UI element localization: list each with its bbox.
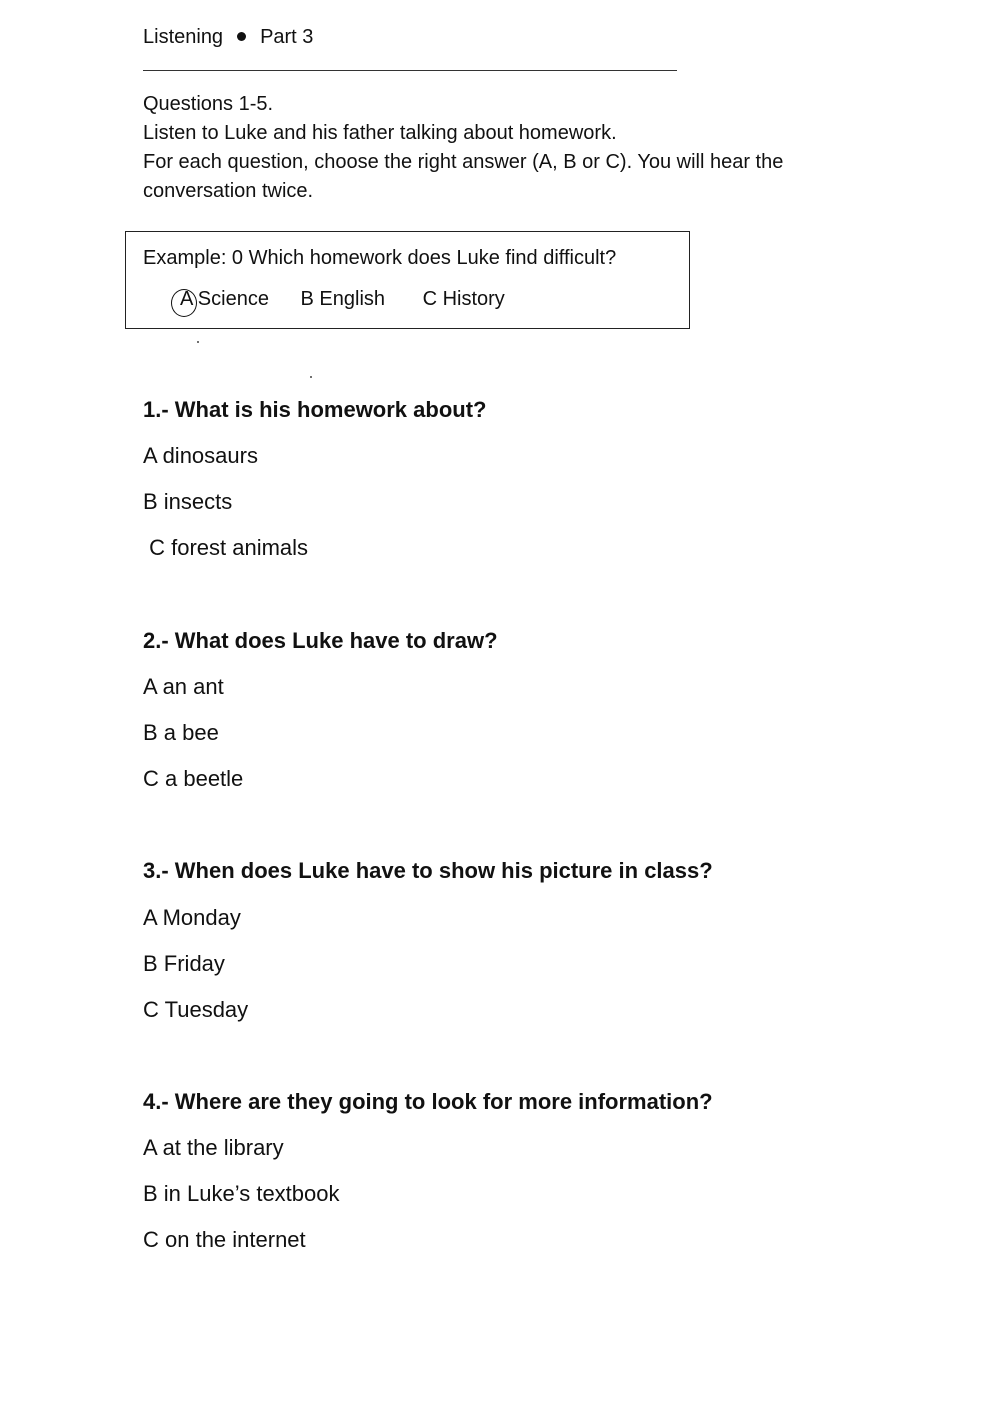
example-options [180, 288, 505, 311]
question-2: 2.- What does Luke have to draw? [143, 628, 498, 653]
question-1: 1.- What is his homework about? [143, 397, 487, 422]
question-2-option-b[interactable]: B a bee [143, 720, 219, 745]
example-option-c: C History [422, 288, 505, 310]
header-divider [143, 70, 677, 71]
part-title: Part 3 [260, 26, 314, 48]
question-2-option-c[interactable]: C a beetle [143, 766, 244, 791]
instruction-line-2: For each question, choose the right answer (A, B or C). You will hear the [143, 151, 784, 173]
instructions [143, 90, 863, 206]
section-title: Listening [143, 26, 224, 48]
questions-range: Questions 1-5. [143, 93, 274, 115]
question-3-option-c[interactable]: C Tuesday [143, 997, 249, 1022]
answer-circle-icon [171, 289, 197, 317]
example-option-b: B English [300, 288, 386, 310]
question-4-option-c[interactable]: C on the internet [143, 1227, 306, 1252]
instruction-line-3: conversation twice. [143, 180, 314, 202]
instruction-line-1: Listen to Luke and his father talking about homework. [143, 122, 617, 144]
stray-dot [310, 376, 312, 378]
question-4: 4.- Where are they going to look for more information? [143, 1089, 713, 1114]
bullet-icon [237, 32, 246, 41]
question-3-option-b[interactable]: B Friday [143, 951, 225, 976]
question-1-option-c[interactable]: C forest animals [143, 535, 309, 560]
section-header [143, 26, 313, 49]
example-box [125, 231, 690, 329]
question-4-option-b[interactable]: B in Luke’s textbook [143, 1181, 340, 1206]
question-3: 3.- When does Luke have to show his picture in class? [143, 858, 713, 883]
question-3-option-a[interactable]: A Monday [143, 905, 241, 930]
question-2-option-a[interactable]: A an ant [143, 674, 224, 699]
stray-dot [197, 341, 199, 343]
question-1-option-a[interactable]: A dinosaurs [143, 443, 258, 468]
example-option-a-label: A Science [180, 288, 269, 310]
question-1-option-b[interactable]: B insects [143, 489, 233, 514]
question-4-option-a[interactable]: A at the library [143, 1135, 284, 1160]
example-option-a [180, 288, 269, 311]
example-question: Example: 0 Which homework does Luke find difficult? [143, 247, 617, 269]
